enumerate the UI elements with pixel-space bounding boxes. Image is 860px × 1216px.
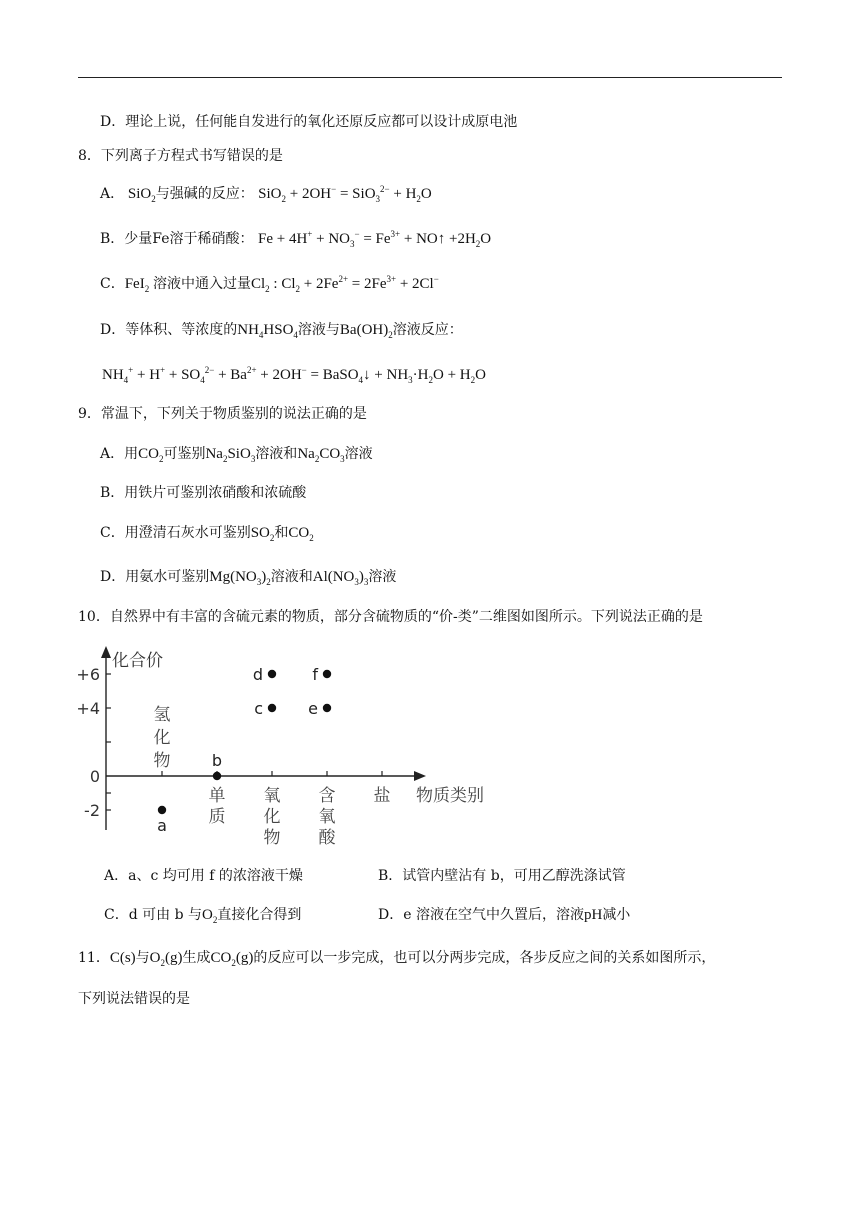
category-label-char: 化	[263, 807, 281, 827]
q9-option-a: A．用$CO_2$可鉴别$Na_2SiO_3$溶液和$Na_2CO_3$溶液	[100, 446, 373, 464]
q8-d-equation: $NH_4^+ + H^+ + SO_4^{2-} + Ba^{2+} + 2OH^-$ = BaSO$_4$↓ + $NH_3\cdot H_2O + H_2O$	[102, 365, 486, 385]
q8-option-a: A． SiO$_2$与强碱的反应： $SiO_2 + 2OH^- = SiO_3^{2-} + H_2O$	[100, 184, 432, 204]
point-label-e: e	[308, 699, 318, 718]
valence-class-chart	[70, 640, 510, 855]
category-label-char: 氢	[153, 705, 171, 725]
q9-option-d: D．用氨水可鉴别$Mg(NO_3)_2$溶液和$Al(NO_3)_3$溶液	[100, 569, 397, 587]
q10-option-c: C．d 可由 b 与$O_2$直接化合得到	[104, 907, 302, 925]
q9-option-b: B．用铁片可鉴别浓硝酸和浓硫酸	[100, 485, 307, 501]
x-axis-label: 物质类别	[416, 786, 484, 806]
q10-option-b: B．试管内壁沾有 b，可用乙醇洗涤试管	[378, 868, 626, 884]
point-b	[213, 772, 221, 780]
q11-stem: 11．C(s)与$O_2(g)$生成$CO_2(g)$的反应可以一步完成，也可以分两步完成，各步反应之间的关系如图所示，	[78, 950, 716, 968]
y-tick-label: -2	[84, 801, 100, 820]
category-label-char: 质	[208, 807, 226, 827]
q8-c-equation: $Cl_2$ : $Cl_2 + 2Fe^{2+} = 2Fe^{3+} + 2Cl^-$	[250, 274, 439, 294]
y-tick-label: +4	[76, 699, 100, 718]
q8-a-equation: $SiO_2 + 2OH^- = SiO_3^{2-} + H_2O$	[258, 184, 432, 204]
point-c	[268, 704, 276, 712]
q8-option-c: C．FeI$_2$ 溶液中通入过量$Cl_2$ : $Cl_2 + 2Fe^{2+} = 2Fe^{3+} + 2Cl^-$	[100, 274, 439, 294]
category-label-char: 物	[153, 751, 171, 771]
category-label-char: 物	[263, 828, 281, 848]
y-axis-arrow	[101, 646, 111, 658]
point-a	[158, 806, 166, 814]
point-e	[323, 704, 331, 712]
y-axis-label: 化合价	[112, 651, 163, 671]
q8-b-equation: $Fe + 4H^+ + NO_3^- = Fe^{3+}$ + NO↑ $+2H_2O$	[257, 229, 492, 249]
x-axis-arrow	[414, 771, 426, 781]
q10-option-a: A．a、c 均可用 f 的浓溶液干燥	[104, 868, 303, 884]
category-label-char: 盐	[373, 786, 391, 806]
point-label-f: f	[312, 665, 318, 684]
q8-option-b: B．少量Fe溶于稀硝酸： $Fe + 4H^+ + NO_3^- = Fe^{3+}$ + NO↑ $+2H_2O$	[100, 229, 492, 249]
point-label-d: d	[252, 665, 263, 684]
category-label-char: 单	[208, 786, 226, 806]
q7-option-d: D．理论上说，任何能自发进行的氧化还原反应都可以设计成原电池	[100, 114, 518, 130]
q9-option-c: C．用澄清石灰水可鉴别$SO_2$和$CO_2$	[100, 525, 314, 543]
y-tick-label: +6	[76, 665, 100, 684]
point-label-b: b	[211, 751, 223, 770]
point-f	[323, 670, 331, 678]
category-label-char: 化	[153, 728, 171, 748]
category-label-char: 含	[318, 786, 336, 806]
header-rule	[78, 77, 782, 78]
category-label-char: 氧	[318, 807, 336, 827]
q8-stem: 8．下列离子方程式书写错误的是	[78, 148, 283, 164]
q9-stem: 9．常温下，下列关于物质鉴别的说法正确的是	[78, 406, 367, 422]
q8-option-d: D．等体积、等浓度的$NH_4HSO_4$溶液与$Ba(OH)_2$溶液反应：	[100, 322, 463, 340]
y-tick-label: 0	[89, 767, 100, 786]
point-d	[268, 670, 276, 678]
category-label-char: 酸	[318, 828, 336, 848]
q11-stem-line2: 下列说法错误的是	[78, 991, 190, 1007]
category-label-char: 氧	[263, 786, 281, 806]
q10-stem: 10．自然界中有丰富的含硫元素的物质，部分含硫物质的“价-类”二维图如图所示。下列说法正确的是	[78, 609, 703, 625]
q10-option-d: D．e 溶液在空气中久置后，溶液pH减小	[378, 907, 631, 923]
point-label-c: c	[254, 699, 263, 718]
point-label-a: a	[157, 816, 167, 835]
